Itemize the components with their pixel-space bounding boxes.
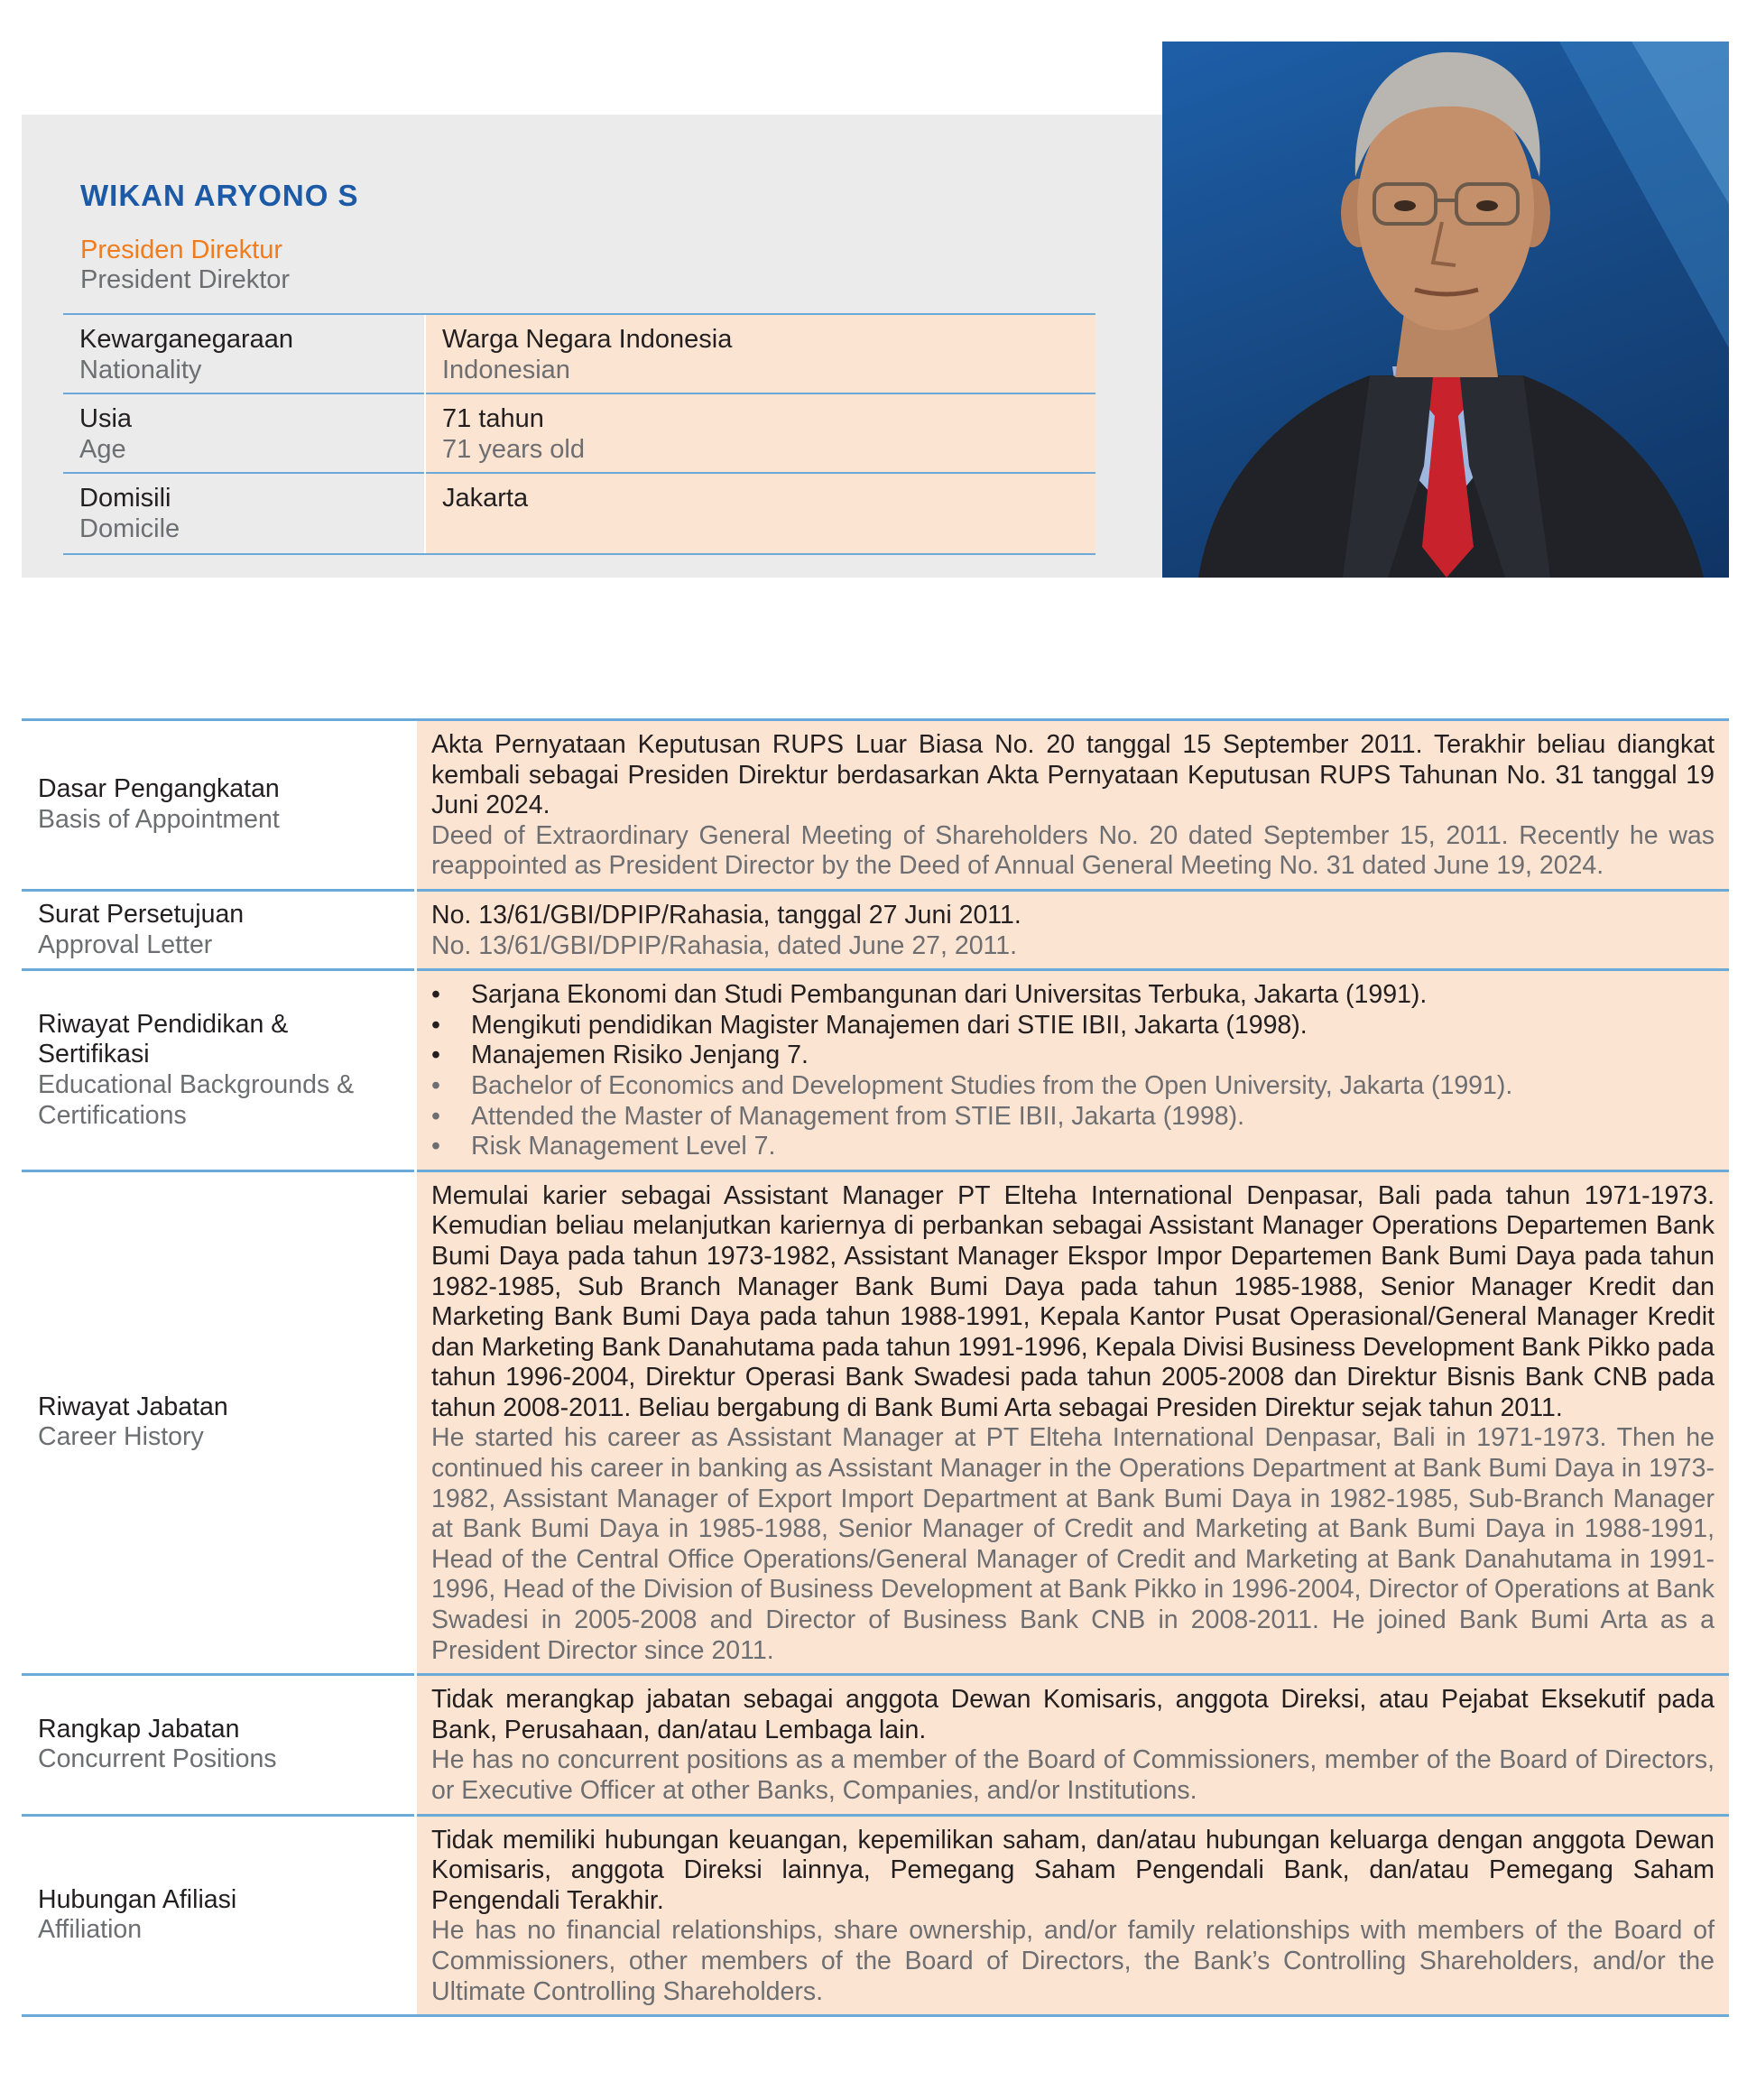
age-label-id: Usia — [79, 404, 133, 433]
row-education — [22, 970, 1729, 1171]
detail-value-cell — [416, 1675, 1730, 1815]
approval-text-en: No. 13/61/GBI/DPIP/Rahasia, dated June 27, 2011. — [431, 930, 1018, 960]
director-portrait-photo — [1162, 42, 1729, 578]
career-label-id: Riwayat Jabatan — [38, 1392, 228, 1421]
row-approval-letter — [22, 890, 1729, 969]
nationality-label-en: Nationality — [79, 356, 202, 384]
director-detail-table — [22, 718, 1729, 2017]
appointment-label-id: Dasar Pengangkatan — [38, 774, 280, 804]
position-title-id: Presiden Direktur — [80, 236, 283, 264]
director-name: WIKAN ARYONO S — [80, 179, 359, 212]
list-item: • Sarjana Ekonomi dan Studi Pembangunan dari Universitas Terbuka, Jakarta (1991). — [431, 980, 1715, 1011]
education-label-en: Educational Backgrounds & Certifications — [38, 1069, 355, 1130]
domicile-label-en: Domicile — [79, 514, 180, 543]
list-item: • Risk Management Level 7. — [431, 1132, 1715, 1162]
affiliation-label-en: Affiliation — [38, 1915, 143, 1945]
detail-label-cell — [22, 720, 416, 891]
info-row-nationality — [63, 314, 1095, 393]
info-value-cell — [425, 393, 1095, 473]
info-label-cell — [63, 473, 425, 554]
list-item: • Attended the Master of Management from STIE IBII, Jakarta (1998). — [431, 1102, 1715, 1133]
info-row-domicile — [63, 473, 1095, 554]
appointment-text-id: Akta Pernyataan Keputusan RUPS Luar Biasa No. 20 tanggal 15 September 2011. Terakhir beliau diangkat kembali sebagai Presiden Direktur berdasarkan Akta Pernyataan Keputusan RUPS Tahunan No. 31 tanggal 19 Juni 2024. — [431, 730, 1715, 820]
age-value-id: 71 tahun — [442, 404, 544, 433]
info-value-cell — [425, 473, 1095, 554]
appointment-text-en: Deed of Extraordinary General Meeting of Shareholders No. 20 dated September 15, 2011. Recently he was reappointed as President Director by the Deed of Annual General Meeting No. 31 dated June 19, 2024. — [431, 820, 1715, 881]
detail-value-cell — [416, 1815, 1730, 2016]
row-career-history — [22, 1170, 1729, 1675]
concurrent-label-id: Rangkap Jabatan — [38, 1714, 240, 1744]
affiliation-text-id: Tidak memiliki hubungan keuangan, kepemilikan saham, dan/atau hubungan keluarga dengan anggota Dewan Komisaris, anggota Direksi lainnya, Pemegang Saham Pengendali Bank, dan/atau Pemegang Saham Pengendali Terakhir. — [431, 1825, 1715, 1915]
detail-value-cell — [416, 970, 1730, 1171]
list-item: • Bachelor of Economics and Development Studies from the Open University, Jakarta (1991). — [431, 1071, 1715, 1102]
detail-label-cell — [22, 1675, 416, 1815]
row-basis-of-appointment — [22, 720, 1729, 891]
career-label-en: Career History — [38, 1422, 204, 1452]
concurrent-text-en: He has no concurrent positions as a member of the Board of Commissioners, member of the Board of Directors, or Executive Officer at other Banks, Companies, and/or Institutions. — [431, 1745, 1715, 1805]
info-label-cell — [63, 393, 425, 473]
personal-info-table — [63, 313, 1095, 555]
info-label-cell — [63, 314, 425, 393]
portrait-illustration — [1162, 42, 1729, 578]
detail-label-cell — [22, 1815, 416, 2016]
affiliation-text-en: He has no financial relationships, share ownership, and/or family relationships with members of the Board of Commissioners, other members of the Board of Directors, the Bank’s Controlling Shareholders, and/or the Ultimate Controlling Shareholders. — [431, 1916, 1715, 2006]
domicile-label-id: Domisili — [79, 484, 171, 513]
nationality-value-id: Warga Negara Indonesia — [442, 325, 733, 354]
info-value-cell — [425, 314, 1095, 393]
age-value-en: 71 years old — [442, 435, 585, 464]
approval-label-en: Approval Letter — [38, 930, 213, 959]
detail-label-cell — [22, 1170, 416, 1675]
position-title-en: President Direktor — [80, 265, 291, 294]
row-concurrent-positions — [22, 1675, 1729, 1815]
appointment-label-en: Basis of Appointment — [38, 804, 280, 834]
concurrent-text-id: Tidak merangkap jabatan sebagai anggota Dewan Komisaris, anggota Direksi, atau Pejabat Eksekutif pada Bank, Perusahaan, dan/atau Lembaga lain. — [431, 1685, 1715, 1744]
age-label-en: Age — [79, 435, 126, 464]
nationality-label-id: Kewarganegaraan — [79, 325, 294, 354]
career-text-en: He started his career as Assistant Manager at PT Elteha International Denpasar, Bali in 1971-1973. Then he continued his career in banking as Assistant Manager in the Operations Department at Bank Bumi Daya in 1973-1982, Assistant Manager of Export Import Department at Bank Bumi Daya in 1982-1985, Sub-Branch Manager at Bank Bumi Daya in 1985-1988, Senior Manager of Credit and Marketing at Bank Bumi Daya in 1988-1991, Head of the Central Office Operations/General Manager of Credit and Marketing at Bank Danahutama in 1991-1996, Head of the Division of Business Development at Bank Pikko in 1996-2004, Director of Operations at Bank Swadesi in 2005-2008 and Director of Business Bank CNB in 2008-2011. He joined Bank Bumi Arta as a President Director since 2011. — [431, 1423, 1715, 1665]
career-text-id: Memulai karier sebagai Assistant Manager PT Elteha International Denpasar, Bali pada tahun 1971-1973. Kemudian beliau melanjutkan kariernya di perbankan sebagai Assistant Manager Operations Departemen Bank Bumi Daya pada tahun 1973-1982, Assistant Manager Ekspor Impor Departemen Bank Bumi Daya pada tahun 1982-1985, Sub Branch Manager Bank Bumi Daya pada tahun 1985-1988, Senior Manager Kredit dan Marketing Bank Bumi Daya pada tahun 1988-1991, Kepala Kantor Pusat Operasional/General Manager Kredit dan Marketing Bank Danahutama pada tahun 1991-1996, Kepala Divisi Business Development Bank Pikko pada tahun 1996-2004, Direktur Operasi Bank Swadesi pada tahun 2005-2008 dan Direktur Bisnis Bank CNB pada tahun 2008-2011. Beliau bergabung di Bank Bumi Arta sebagai Presiden Direktur sejak tahun 2011. — [431, 1180, 1715, 1422]
affiliation-label-id: Hubungan Afiliasi — [38, 1884, 237, 1914]
detail-label-cell — [22, 890, 416, 969]
education-label-id: Riwayat Pendidikan & Sertifikasi — [38, 1009, 289, 1069]
domicile-value-id: Jakarta — [442, 484, 529, 513]
approval-label-id: Surat Persetujuan — [38, 899, 245, 929]
row-affiliation — [22, 1815, 1729, 2016]
detail-value-cell — [416, 720, 1730, 891]
detail-value-cell — [416, 1170, 1730, 1675]
detail-label-cell — [22, 970, 416, 1171]
concurrent-label-en: Concurrent Positions — [38, 1744, 277, 1774]
info-row-age — [63, 393, 1095, 473]
approval-text-id: No. 13/61/GBI/DPIP/Rahasia, tanggal 27 Juni 2011. — [431, 900, 1021, 930]
detail-value-cell — [416, 890, 1730, 969]
education-list — [431, 980, 1715, 1162]
nationality-value-en: Indonesian — [442, 356, 570, 384]
list-item: • Mengikuti pendidikan Magister Manajemen dari STIE IBII, Jakarta (1998). — [431, 1011, 1715, 1041]
list-item: • Manajemen Risiko Jenjang 7. — [431, 1041, 1715, 1071]
